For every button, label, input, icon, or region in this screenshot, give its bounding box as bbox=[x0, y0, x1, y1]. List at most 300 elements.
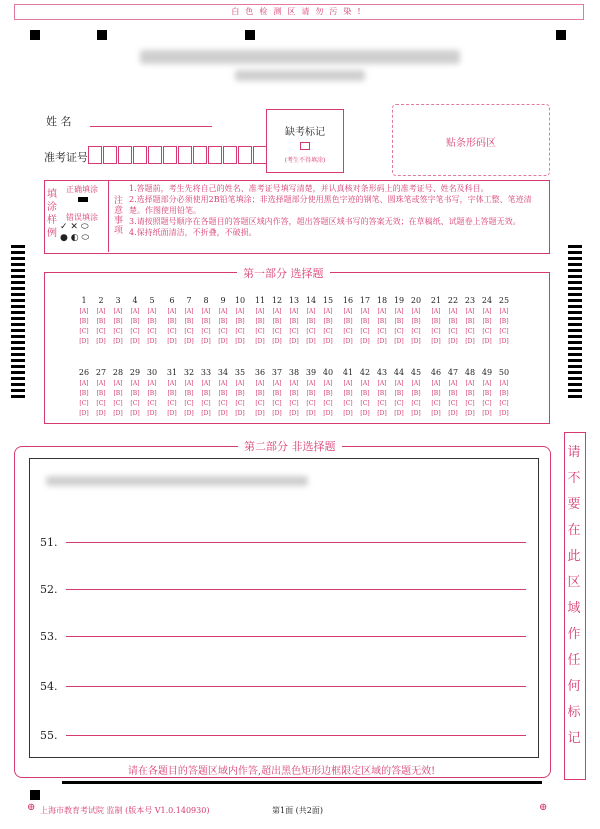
note-item: 2.选择题部分必须使用2B铅笔填涂；非选择题部分使用黑色字迹的钢笔、圆珠笔或签字笔书写，字体工整、笔迹清楚。作图使用铅笔。 bbox=[129, 195, 532, 215]
question-number: 12 bbox=[271, 296, 283, 305]
answer-bubble[interactable]: [B] bbox=[411, 318, 421, 325]
side-mark-bar bbox=[11, 389, 25, 392]
question-number: 3 bbox=[115, 296, 121, 305]
side-mark-bar bbox=[568, 365, 582, 368]
answer-bubble[interactable]: [A] bbox=[448, 380, 458, 387]
answer-bubble[interactable]: [C] bbox=[255, 400, 265, 407]
answer-bubble[interactable]: [D] bbox=[272, 410, 282, 417]
answer-bubble[interactable]: [B] bbox=[272, 318, 282, 325]
answer-bubble[interactable]: [B] bbox=[306, 318, 316, 325]
question-number: 10 bbox=[234, 296, 246, 305]
side-mark-bar bbox=[11, 383, 25, 386]
question-number: 15 bbox=[322, 296, 334, 305]
answer-bubble[interactable]: [C] bbox=[201, 400, 211, 407]
absent-checkbox[interactable] bbox=[300, 142, 310, 150]
answer-bubble[interactable]: [B] bbox=[147, 390, 157, 397]
answer-bubble[interactable]: [A] bbox=[147, 380, 157, 387]
answer-bubble[interactable]: [D] bbox=[411, 338, 421, 345]
notes-list bbox=[129, 183, 545, 238]
answer-bubble[interactable]: [B] bbox=[448, 390, 458, 397]
side-mark-bar bbox=[568, 389, 582, 392]
answer-line[interactable] bbox=[66, 589, 526, 590]
answer-bubble[interactable]: [A] bbox=[482, 380, 492, 387]
answer-bubble[interactable]: [B] bbox=[431, 390, 441, 397]
answer-bubble[interactable]: [B] bbox=[184, 390, 194, 397]
answer-bubble[interactable]: [C] bbox=[377, 328, 387, 335]
answer-bubble[interactable]: [C] bbox=[272, 328, 282, 335]
side-warning-char: 域 bbox=[567, 601, 581, 616]
answer-bubble[interactable]: [A] bbox=[431, 308, 441, 315]
side-mark-left bbox=[11, 245, 25, 401]
question-number: 25 bbox=[498, 296, 510, 305]
answer-bubble[interactable]: [C] bbox=[465, 328, 475, 335]
answer-bubble[interactable]: [C] bbox=[431, 328, 441, 335]
exam-id-cell[interactable] bbox=[193, 146, 207, 164]
answer-bubble[interactable]: [A] bbox=[306, 308, 316, 315]
answer-bubble[interactable]: [C] bbox=[448, 328, 458, 335]
answer-bubble[interactable]: [D] bbox=[323, 410, 333, 417]
answer-bubble[interactable]: [A] bbox=[201, 380, 211, 387]
side-mark-bar bbox=[568, 359, 582, 362]
answer-bubble[interactable]: [C] bbox=[130, 328, 140, 335]
answer-bubble[interactable]: [A] bbox=[167, 308, 177, 315]
answer-bubble[interactable]: [D] bbox=[394, 410, 404, 417]
answer-bubble[interactable]: [A] bbox=[130, 308, 140, 315]
answer-bubble[interactable]: [C] bbox=[394, 400, 404, 407]
check-icon: ✓ bbox=[60, 222, 68, 232]
answer-bubble[interactable]: [D] bbox=[235, 410, 245, 417]
question-number: 38 bbox=[288, 368, 300, 377]
answer-bubble[interactable]: [D] bbox=[431, 338, 441, 345]
answer-bubble[interactable]: [D] bbox=[482, 410, 492, 417]
answer-bubble[interactable]: [A] bbox=[130, 380, 140, 387]
answer-bubble[interactable]: [D] bbox=[235, 338, 245, 345]
answer-bubble[interactable]: [D] bbox=[323, 338, 333, 345]
answer-bubble[interactable]: [B] bbox=[201, 318, 211, 325]
answer-bubble[interactable]: [D] bbox=[289, 410, 299, 417]
answer-bubble[interactable]: [C] bbox=[323, 328, 333, 335]
answer-bubble[interactable]: [B] bbox=[184, 318, 194, 325]
answer-bubble[interactable]: [D] bbox=[167, 410, 177, 417]
answer-bubble[interactable]: [C] bbox=[147, 400, 157, 407]
answer-bubble[interactable]: [C] bbox=[343, 328, 353, 335]
answer-bubble[interactable]: [D] bbox=[218, 410, 228, 417]
answer-bubble[interactable]: [B] bbox=[147, 318, 157, 325]
answer-bubble[interactable]: [A] bbox=[167, 380, 177, 387]
side-mark-bar bbox=[568, 269, 582, 272]
answer-bubble[interactable]: [C] bbox=[306, 400, 316, 407]
side-warning-char: 请 bbox=[567, 445, 581, 460]
exam-id-cell[interactable] bbox=[88, 146, 102, 164]
side-mark-bar bbox=[11, 311, 25, 314]
side-mark-bar bbox=[568, 395, 582, 398]
answer-bubble[interactable]: [D] bbox=[465, 338, 475, 345]
answer-bubble[interactable]: [D] bbox=[343, 410, 353, 417]
answer-bubble[interactable]: [D] bbox=[201, 410, 211, 417]
part1-title: 第一部分 选择题 bbox=[237, 265, 330, 281]
answer-bubble[interactable]: [D] bbox=[255, 410, 265, 417]
answer-bubble[interactable]: [C] bbox=[411, 328, 421, 335]
answer-bubble[interactable]: [B] bbox=[377, 318, 387, 325]
exam-id-cell[interactable] bbox=[223, 146, 237, 164]
answer-bubble[interactable]: [A] bbox=[306, 380, 316, 387]
answer-bubble[interactable]: [C] bbox=[113, 400, 123, 407]
answer-bubble[interactable]: [A] bbox=[272, 308, 282, 315]
side-mark-bar bbox=[11, 275, 25, 278]
answer-bubble[interactable]: [A] bbox=[79, 308, 89, 315]
answer-bubble[interactable]: [A] bbox=[431, 380, 441, 387]
answer-bubble[interactable]: [A] bbox=[323, 308, 333, 315]
wrong-fill-icons bbox=[60, 222, 89, 244]
side-mark-bar bbox=[568, 323, 582, 326]
side-mark-bar bbox=[11, 353, 25, 356]
answer-bubble[interactable]: [D] bbox=[360, 338, 370, 345]
side-mark-bar bbox=[11, 365, 25, 368]
answer-line[interactable] bbox=[66, 542, 526, 543]
answer-bubble[interactable]: [C] bbox=[323, 400, 333, 407]
answer-bubble[interactable]: [D] bbox=[96, 338, 106, 345]
answer-bubble[interactable]: [C] bbox=[343, 400, 353, 407]
answer-bubble[interactable]: [D] bbox=[255, 338, 265, 345]
absent-mark-box bbox=[266, 109, 344, 173]
top-warning-strip: 白色检测区请勿污染! bbox=[14, 4, 584, 20]
name-label: 姓 名 bbox=[46, 115, 72, 128]
name-field[interactable] bbox=[90, 126, 212, 127]
answer-bubble[interactable]: [A] bbox=[377, 380, 387, 387]
answer-bubble[interactable]: [C] bbox=[289, 400, 299, 407]
answer-bubble[interactable]: [B] bbox=[272, 390, 282, 397]
answer-bubble[interactable]: [C] bbox=[218, 400, 228, 407]
answer-bubble[interactable]: [B] bbox=[394, 318, 404, 325]
answer-bubble[interactable]: [A] bbox=[218, 308, 228, 315]
side-mark-bar bbox=[568, 347, 582, 350]
answer-bubble[interactable]: [B] bbox=[343, 318, 353, 325]
answer-bubble[interactable]: [A] bbox=[323, 380, 333, 387]
side-mark-bar bbox=[11, 287, 25, 290]
answer-bubble[interactable]: [D] bbox=[79, 338, 89, 345]
answer-line[interactable] bbox=[66, 636, 526, 637]
answer-bubble[interactable]: [A] bbox=[96, 380, 106, 387]
answer-bubble[interactable]: [C] bbox=[272, 400, 282, 407]
answer-bubble[interactable]: [C] bbox=[394, 328, 404, 335]
answer-bubble[interactable]: [A] bbox=[113, 380, 123, 387]
answer-bubble[interactable]: [B] bbox=[255, 390, 265, 397]
answer-bubble[interactable]: [D] bbox=[218, 338, 228, 345]
answer-bubble[interactable]: [A] bbox=[289, 308, 299, 315]
answer-bubble[interactable]: [C] bbox=[360, 328, 370, 335]
side-warning-char: 区 bbox=[567, 575, 581, 590]
answer-bubble[interactable]: [A] bbox=[482, 308, 492, 315]
question-number: 31 bbox=[166, 368, 178, 377]
answer-bubble[interactable]: [D] bbox=[465, 410, 475, 417]
exam-id-cells[interactable] bbox=[88, 146, 268, 168]
answer-bubble[interactable]: [D] bbox=[377, 410, 387, 417]
exam-id-cell[interactable] bbox=[163, 146, 177, 164]
answer-bubble[interactable]: [B] bbox=[448, 318, 458, 325]
answer-bubble[interactable]: [D] bbox=[343, 338, 353, 345]
side-warning-char: 记 bbox=[567, 731, 581, 746]
answer-bubble[interactable]: [A] bbox=[499, 308, 509, 315]
side-warning-char: 任 bbox=[567, 653, 581, 668]
answer-bubble[interactable]: [D] bbox=[360, 410, 370, 417]
question-number: 27 bbox=[95, 368, 107, 377]
answer-bubble[interactable]: [B] bbox=[431, 318, 441, 325]
answer-bubble[interactable]: [B] bbox=[499, 318, 509, 325]
question-number: 48 bbox=[464, 368, 476, 377]
answer-bubble[interactable]: [B] bbox=[201, 390, 211, 397]
exam-id-cell[interactable] bbox=[103, 146, 117, 164]
answer-bubble[interactable]: [B] bbox=[289, 390, 299, 397]
answer-bubble[interactable]: [D] bbox=[201, 338, 211, 345]
answer-bubble[interactable]: [D] bbox=[499, 410, 509, 417]
absent-note: (考生不得填涂) bbox=[284, 157, 326, 164]
answer-bubble[interactable]: [C] bbox=[235, 328, 245, 335]
timing-mark bbox=[556, 30, 566, 40]
answer-bubble[interactable]: [B] bbox=[96, 318, 106, 325]
side-mark-bar bbox=[11, 293, 25, 296]
question-number: 34 bbox=[217, 368, 229, 377]
answer-bubble[interactable]: [C] bbox=[167, 400, 177, 407]
answer-bubble[interactable]: [B] bbox=[289, 318, 299, 325]
answer-bubble[interactable]: [A] bbox=[147, 308, 157, 315]
answer-bubble[interactable]: [A] bbox=[394, 308, 404, 315]
footer-org: 上海市教育考试院 监制 (版本号 V1.0.140930) bbox=[40, 806, 210, 815]
answer-bubble[interactable]: [A] bbox=[360, 308, 370, 315]
side-warning-char: 不 bbox=[567, 471, 581, 486]
question-number: 44 bbox=[393, 368, 405, 377]
answer-bubble[interactable]: [A] bbox=[360, 380, 370, 387]
answer-bubble[interactable]: [C] bbox=[431, 400, 441, 407]
answer-bubble[interactable]: [C] bbox=[184, 328, 194, 335]
answer-bubble[interactable]: [D] bbox=[411, 410, 421, 417]
answer-bubble[interactable]: [A] bbox=[255, 308, 265, 315]
answer-bubble[interactable]: [A] bbox=[255, 380, 265, 387]
answer-bubble[interactable]: [C] bbox=[411, 400, 421, 407]
side-mark-bar bbox=[11, 263, 25, 266]
answer-bubble[interactable]: [B] bbox=[130, 390, 140, 397]
answer-bubble[interactable]: [D] bbox=[272, 338, 282, 345]
exam-id-cell[interactable] bbox=[253, 146, 267, 164]
side-mark-bar bbox=[568, 371, 582, 374]
answer-bubble[interactable]: [C] bbox=[306, 328, 316, 335]
answer-bubble[interactable]: [D] bbox=[167, 338, 177, 345]
answer-bubble[interactable]: [D] bbox=[79, 410, 89, 417]
side-mark-bar bbox=[568, 299, 582, 302]
answer-bubble[interactable]: [C] bbox=[360, 400, 370, 407]
answer-bubble[interactable]: [A] bbox=[235, 380, 245, 387]
answer-bubble[interactable]: [C] bbox=[235, 400, 245, 407]
answer-bubble[interactable]: [B] bbox=[360, 390, 370, 397]
answer-bubble[interactable]: [A] bbox=[343, 308, 353, 315]
answer-bubble[interactable]: [A] bbox=[235, 308, 245, 315]
answer-bubble[interactable]: [B] bbox=[255, 318, 265, 325]
part2-title: 第二部分 非选择题 bbox=[238, 438, 342, 454]
answer-bubble[interactable]: [C] bbox=[499, 400, 509, 407]
answer-bubble[interactable]: [C] bbox=[465, 400, 475, 407]
side-mark-bar bbox=[568, 341, 582, 344]
answer-bubble[interactable]: [D] bbox=[394, 338, 404, 345]
answer-bubble[interactable]: [B] bbox=[218, 390, 228, 397]
answer-bubble[interactable]: [B] bbox=[465, 390, 475, 397]
answer-bubble[interactable]: [C] bbox=[377, 400, 387, 407]
answer-bubble[interactable]: [B] bbox=[306, 390, 316, 397]
exam-id-cell[interactable] bbox=[238, 146, 252, 164]
side-mark-bar bbox=[11, 305, 25, 308]
answer-bubble[interactable]: [B] bbox=[343, 390, 353, 397]
answer-bubble[interactable]: [C] bbox=[79, 328, 89, 335]
answer-bubble[interactable]: [D] bbox=[96, 410, 106, 417]
answer-bubble[interactable]: [C] bbox=[255, 328, 265, 335]
notes-title: 注 意 事 项 bbox=[114, 196, 124, 236]
answer-bubble[interactable]: [B] bbox=[323, 318, 333, 325]
side-mark-bar bbox=[11, 341, 25, 344]
answer-bubble[interactable]: [D] bbox=[499, 338, 509, 345]
answer-bubble[interactable]: [D] bbox=[184, 338, 194, 345]
answer-bubble[interactable]: [B] bbox=[465, 318, 475, 325]
answer-bubble[interactable]: [D] bbox=[289, 338, 299, 345]
answer-bubble[interactable]: [C] bbox=[289, 328, 299, 335]
exam-id-cell[interactable] bbox=[178, 146, 192, 164]
answer-bubble[interactable]: [B] bbox=[79, 318, 89, 325]
answer-bubble[interactable]: [D] bbox=[113, 410, 123, 417]
answer-bubble[interactable]: [C] bbox=[79, 400, 89, 407]
question-number: 1 bbox=[81, 296, 87, 305]
answer-bubble[interactable]: [A] bbox=[272, 380, 282, 387]
answer-bubble[interactable]: [B] bbox=[167, 390, 177, 397]
timing-mark bbox=[30, 790, 40, 800]
question-number: 14 bbox=[305, 296, 317, 305]
answer-label: 55. bbox=[40, 729, 58, 742]
exam-id-cell[interactable] bbox=[133, 146, 147, 164]
answer-bubble[interactable]: [A] bbox=[289, 380, 299, 387]
answer-bubble[interactable]: [A] bbox=[411, 308, 421, 315]
side-mark-bar bbox=[568, 257, 582, 260]
question-number: 13 bbox=[288, 296, 300, 305]
answer-bubble[interactable]: [A] bbox=[394, 380, 404, 387]
answer-bubble[interactable]: [B] bbox=[235, 318, 245, 325]
exam-id-cell[interactable] bbox=[118, 146, 132, 164]
answer-bubble[interactable]: [D] bbox=[306, 410, 316, 417]
side-mark-bar bbox=[568, 353, 582, 356]
answer-bubble[interactable]: [A] bbox=[184, 308, 194, 315]
answer-bubble[interactable]: [B] bbox=[218, 318, 228, 325]
answer-bubble[interactable]: [D] bbox=[448, 338, 458, 345]
side-warning-char: 要 bbox=[567, 497, 581, 512]
exam-id-cell[interactable] bbox=[148, 146, 162, 164]
answer-bubble[interactable]: [B] bbox=[113, 318, 123, 325]
answer-bubble[interactable]: [B] bbox=[377, 390, 387, 397]
answer-bubble[interactable]: [D] bbox=[306, 338, 316, 345]
question-number: 36 bbox=[254, 368, 266, 377]
timing-mark bbox=[30, 30, 40, 40]
answer-bubble[interactable]: [B] bbox=[79, 390, 89, 397]
side-mark-bar bbox=[11, 335, 25, 338]
answer-bubble[interactable]: [D] bbox=[147, 410, 157, 417]
answer-bubble[interactable]: [A] bbox=[411, 380, 421, 387]
side-mark-bar bbox=[11, 395, 25, 398]
question-number: 22 bbox=[447, 296, 459, 305]
answer-bubble[interactable]: [B] bbox=[499, 390, 509, 397]
answer-bubble[interactable]: [A] bbox=[96, 308, 106, 315]
answer-bubble[interactable]: [D] bbox=[448, 410, 458, 417]
answer-bubble[interactable]: [A] bbox=[377, 308, 387, 315]
answer-bubble[interactable]: [B] bbox=[411, 390, 421, 397]
answer-bubble[interactable]: [B] bbox=[482, 318, 492, 325]
dot-icon: ● bbox=[60, 233, 68, 243]
answer-bubble[interactable]: [C] bbox=[201, 328, 211, 335]
question-number: 37 bbox=[271, 368, 283, 377]
side-mark-bar bbox=[11, 245, 25, 248]
barcode-label: 贴条形码区 bbox=[446, 138, 496, 149]
answer-bubble[interactable]: [B] bbox=[235, 390, 245, 397]
answer-bubble[interactable]: [C] bbox=[96, 400, 106, 407]
answer-bubble[interactable]: [A] bbox=[343, 380, 353, 387]
answer-bubble[interactable]: [B] bbox=[360, 318, 370, 325]
answer-bubble[interactable]: [A] bbox=[448, 308, 458, 315]
answer-bubble[interactable]: [B] bbox=[482, 390, 492, 397]
answer-bubble[interactable]: [C] bbox=[482, 328, 492, 335]
answer-bubble[interactable]: [D] bbox=[377, 338, 387, 345]
answer-bubble[interactable]: [C] bbox=[147, 328, 157, 335]
question-number: 33 bbox=[200, 368, 212, 377]
answer-bubble[interactable]: [C] bbox=[218, 328, 228, 335]
answer-bubble[interactable]: [A] bbox=[465, 308, 475, 315]
answer-line[interactable] bbox=[66, 735, 526, 736]
answer-bubble[interactable]: [A] bbox=[218, 380, 228, 387]
answer-bubble[interactable]: [D] bbox=[431, 410, 441, 417]
answer-bubble[interactable]: [D] bbox=[482, 338, 492, 345]
question-number: 17 bbox=[359, 296, 371, 305]
answer-bubble[interactable]: [A] bbox=[79, 380, 89, 387]
answer-bubble[interactable]: [B] bbox=[323, 390, 333, 397]
side-mark-bar bbox=[11, 299, 25, 302]
answer-bubble[interactable]: [B] bbox=[130, 318, 140, 325]
side-mark-bar bbox=[568, 287, 582, 290]
answer-bubble[interactable]: [A] bbox=[184, 380, 194, 387]
question-number: 26 bbox=[78, 368, 90, 377]
timing-mark bbox=[245, 30, 255, 40]
answer-bubble[interactable]: [D] bbox=[113, 338, 123, 345]
answer-bubble[interactable]: [B] bbox=[394, 390, 404, 397]
answer-bubble[interactable]: [B] bbox=[167, 318, 177, 325]
side-mark-bar bbox=[11, 323, 25, 326]
answer-bubble[interactable]: [C] bbox=[113, 328, 123, 335]
answer-bubble[interactable]: [A] bbox=[201, 308, 211, 315]
answer-bubble[interactable]: [A] bbox=[465, 380, 475, 387]
question-number: 46 bbox=[430, 368, 442, 377]
answer-bubble[interactable]: [C] bbox=[130, 400, 140, 407]
answer-bubble[interactable]: [C] bbox=[96, 328, 106, 335]
answer-bubble[interactable]: [D] bbox=[147, 338, 157, 345]
answer-bubble[interactable]: [C] bbox=[184, 400, 194, 407]
footer-page: 第1面 (共2面) bbox=[272, 806, 323, 815]
answer-bubble[interactable]: [A] bbox=[499, 380, 509, 387]
answer-bubble[interactable]: [C] bbox=[482, 400, 492, 407]
answer-bubble[interactable]: [C] bbox=[448, 400, 458, 407]
answer-bubble[interactable]: [C] bbox=[167, 328, 177, 335]
answer-bubble[interactable]: [D] bbox=[130, 338, 140, 345]
answer-bubble[interactable]: [B] bbox=[113, 390, 123, 397]
answer-bubble[interactable]: [D] bbox=[184, 410, 194, 417]
exam-id-cell[interactable] bbox=[208, 146, 222, 164]
side-warning-char: 在 bbox=[567, 523, 581, 538]
answer-bubble[interactable]: [B] bbox=[96, 390, 106, 397]
answer-line[interactable] bbox=[66, 686, 526, 687]
answer-bubble[interactable]: [D] bbox=[130, 410, 140, 417]
answer-bubble[interactable]: [C] bbox=[499, 328, 509, 335]
side-warning-char: 作 bbox=[567, 627, 581, 642]
answer-bubble[interactable]: [A] bbox=[113, 308, 123, 315]
